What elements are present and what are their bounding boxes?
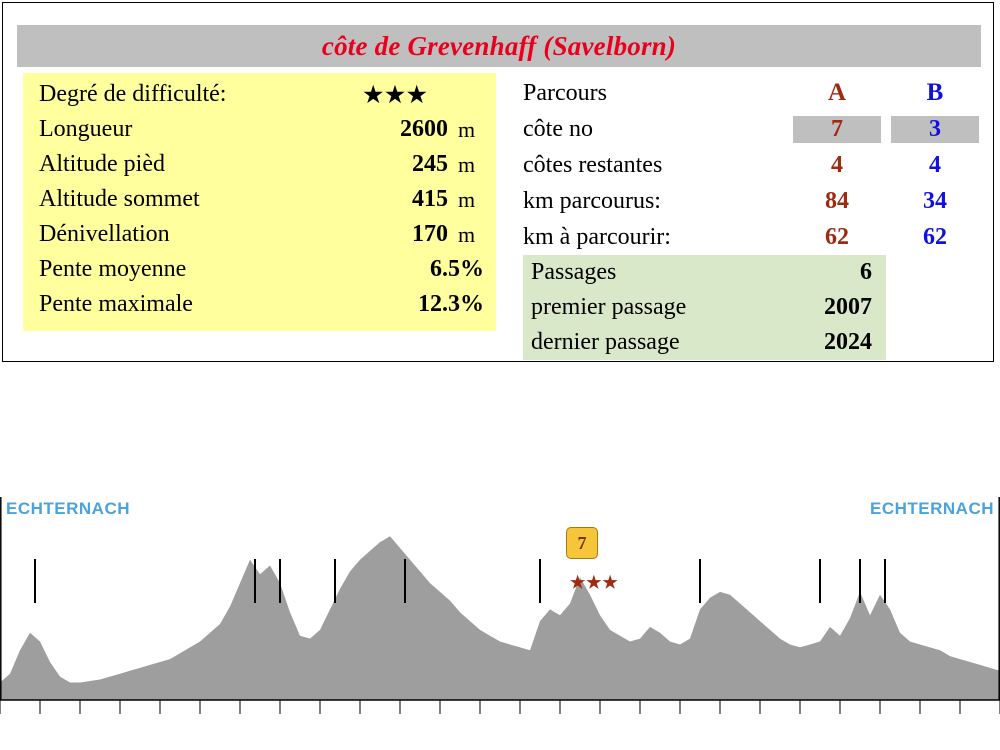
stat-value: 6.5% <box>430 256 484 282</box>
stat-row-difficulty <box>31 77 496 112</box>
passages-value: 2007 <box>824 294 872 320</box>
stat-unit: m <box>458 221 476 247</box>
parcours-header-label: Parcours <box>523 79 607 106</box>
passages-panel <box>523 255 886 360</box>
stat-row-altitude-sommet <box>31 182 496 217</box>
stat-value: 12.3% <box>418 291 484 317</box>
stat-value: 415 <box>412 186 448 212</box>
parcours-value-a: 84 <box>825 187 849 214</box>
climb-info-card <box>2 2 994 362</box>
start-town-label: ECHTERNACH <box>6 499 130 518</box>
parcours-value-a: 62 <box>825 223 849 250</box>
parcours-table <box>523 75 983 255</box>
stat-row-pente-maximale <box>31 287 496 322</box>
stat-row-longueur <box>31 112 496 147</box>
stat-value: 170 <box>412 221 448 247</box>
stat-row-pente-moyenne <box>31 252 496 287</box>
parcours-column-b: B <box>926 79 944 106</box>
passages-value: 2024 <box>824 329 872 355</box>
stat-unit: m <box>458 116 476 142</box>
stat-label: Altitude sommet <box>39 186 200 212</box>
climb-number-badge: 7 <box>566 527 598 559</box>
parcours-row-cote-no <box>523 111 983 147</box>
parcours-value-a: 4 <box>831 151 843 178</box>
stat-value: 2600 <box>400 116 448 142</box>
stat-row-denivellation <box>31 217 496 252</box>
parcours-value-b: 3 <box>891 116 979 143</box>
parcours-value-a: 7 <box>793 116 881 143</box>
passages-row-dernier <box>523 325 886 360</box>
parcours-value-b: 4 <box>929 151 941 178</box>
passages-label: dernier passage <box>531 329 680 355</box>
stat-value: 245 <box>412 151 448 177</box>
terrain-area <box>0 536 1000 700</box>
passages-value: 6 <box>860 259 872 285</box>
parcours-row-label: km à parcourir: <box>523 223 671 250</box>
stat-label: Pente moyenne <box>39 256 187 282</box>
parcours-value-b: 34 <box>923 187 947 214</box>
parcours-value-b: 62 <box>923 223 947 250</box>
stat-label: Dénivellation <box>39 221 170 247</box>
passages-row-premier <box>523 290 886 325</box>
passages-label: Passages <box>531 259 617 285</box>
parcours-row-cotes-restantes <box>523 147 983 183</box>
stat-label: Altitude pièd <box>39 151 165 177</box>
parcours-row-km-a-parcourir <box>523 219 983 255</box>
stat-row-altitude-pied <box>31 147 496 182</box>
stat-label: Degré de difficulté: <box>39 81 227 107</box>
page-title: côte de Grevenhaff (Savelborn) <box>321 30 677 61</box>
parcours-row-label: km parcourus: <box>523 187 661 214</box>
parcours-header-row <box>523 75 983 111</box>
passages-label: premier passage <box>531 294 687 320</box>
race-profile-chart <box>0 455 1000 750</box>
parcours-row-km-parcourus <box>523 183 983 219</box>
parcours-row-label: côtes restantes <box>523 151 663 178</box>
finish-town-label: ECHTERNACH <box>870 499 994 518</box>
parcours-column-a: A <box>827 79 847 106</box>
parcours-row-label: côte no <box>523 115 593 142</box>
passages-row-total <box>523 255 886 290</box>
stat-value: ★★★ <box>363 81 429 107</box>
stat-label: Pente maximale <box>39 291 193 317</box>
profile-svg <box>0 455 1000 750</box>
stat-unit: m <box>458 151 476 177</box>
climb-rating-stars: ★★★ <box>570 573 619 592</box>
stat-label: Longueur <box>39 116 133 142</box>
climb-stats-panel <box>23 73 496 331</box>
stat-unit: m <box>458 186 476 212</box>
title-bar <box>17 25 981 67</box>
